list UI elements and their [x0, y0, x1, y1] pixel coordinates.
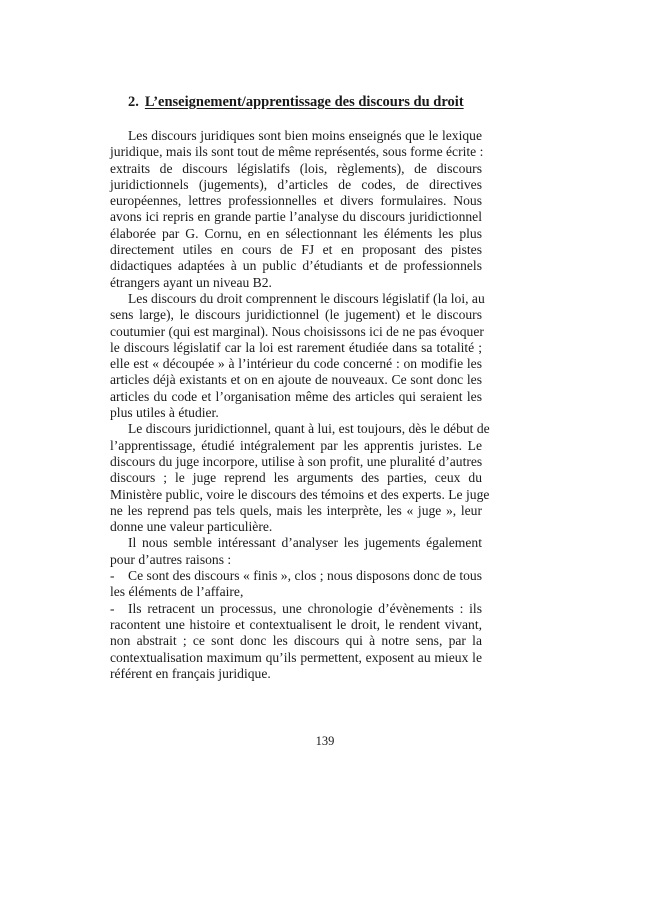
page-number: 139	[315, 734, 335, 748]
text-line: Il nous semble intéressant d’analyser les jugements également	[128, 535, 482, 551]
text-line: articles du code et l’organisation même des articles qui seraient les	[110, 388, 482, 404]
text-line: Le discours juridictionnel, quant à lui, est toujours, dès le début de	[128, 421, 490, 437]
text-line: plus utiles à étudier.	[110, 405, 219, 421]
text-line: Ce sont des discours « finis », clos ; nous disposons donc de tous	[128, 568, 482, 584]
text-line: Les discours juridiques sont bien moins enseignés que le lexique	[128, 128, 482, 143]
text-line: référent en français juridique.	[110, 665, 271, 681]
text-line: articles déjà existants et on en ajoute de nouveaux. Ce sont donc les	[110, 372, 482, 388]
text-line: directement utiles en cours de FJ et en proposant des pistes	[110, 242, 482, 258]
text-line: juridique, mais ils sont tout de même représentés, sous forme écrite :	[110, 144, 484, 160]
bullet-item	[110, 601, 482, 682]
text-line: européennes, lettres professionnelles et divers formulaires. Nous	[110, 193, 482, 209]
text-line: Ministère public, voire le discours des témoins et des experts. Le juge	[110, 486, 490, 502]
text-line: Ils retracent un processus, une chronologie d’évènements : ils	[128, 600, 482, 616]
paragraph	[110, 535, 482, 568]
text-line: les éléments de l’affaire,	[110, 584, 244, 600]
text-line: le discours législatif car la loi est rarement étudiée dans sa totalité ;	[110, 339, 482, 355]
text-line: élaborée par G. Cornu, en en sélectionnant les éléments les plus	[110, 225, 482, 241]
text-line: l’apprentissage, étudié intégralement par les apprentis juristes. Le	[110, 437, 482, 453]
paragraph	[110, 421, 490, 535]
text-line: elle est « découpée » à l’intérieur du code concerné : on modifie les	[110, 356, 482, 372]
text-line: didactiques adaptées à un public d’étudiants et de professionnels	[110, 258, 482, 274]
text-line: discours ; le juge reprend les arguments des parties, ceux du	[110, 470, 482, 486]
text-line: contextualisation maximum qu’ils permettent, exposent au mieux le	[110, 649, 482, 665]
text-line: discours du juge incorpore, utilise à son profit, une pluralité d’autres	[110, 453, 483, 469]
text-line: étrangers ayant un niveau B2.	[110, 274, 272, 290]
bullet-marker: -	[110, 600, 115, 616]
text-line: ne les reprend pas tels quels, mais les interprète, les « juge », leur	[110, 502, 482, 518]
bullet-item	[110, 568, 482, 601]
text-line: pour d’autres raisons :	[110, 551, 232, 567]
section-title: L’enseignement/apprentissage des discours du droit	[144, 94, 464, 110]
text-line: extraits de discours législatifs (lois, règlements), de discours	[110, 160, 482, 176]
section-number: 2.	[128, 94, 139, 110]
text-line: juridictionnels (jugements), d’articles de codes, de directives	[110, 176, 482, 192]
section-heading	[128, 94, 464, 111]
text-line: non abstrait ; ce sont donc les discours qui à notre sens, par la	[110, 633, 482, 649]
bullet-marker: -	[110, 568, 115, 584]
text-line: Les discours du droit comprennent le discours législatif (la loi, au	[128, 290, 485, 306]
body-text	[110, 128, 490, 682]
paragraph	[110, 128, 482, 291]
text-line: avons ici repris en grande partie l’analyse du discours juridictionnel	[110, 209, 482, 225]
text-line: donne une valeur particulière.	[110, 519, 273, 535]
paragraph	[110, 290, 485, 421]
text-line: sens large), le discours juridictionnel (le jugement) et le discours	[110, 307, 482, 323]
text-line: racontent une histoire et contextualisent le droit, le rendent vivant,	[110, 616, 482, 632]
text-line: coutumier (qui est marginal). Nous choisissons ici de ne pas évoquer	[110, 323, 484, 339]
